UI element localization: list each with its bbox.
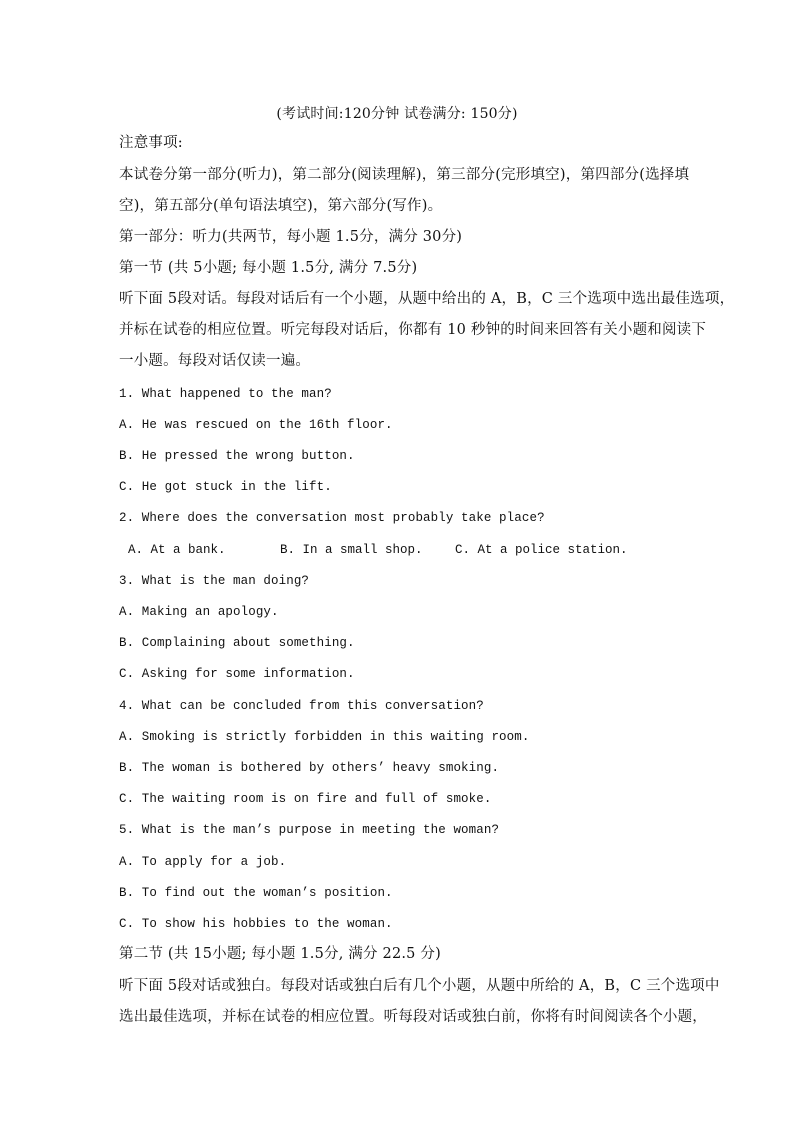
q5-option-c: C. To show his hobbies to the woman. <box>119 917 393 931</box>
q2-option-a: A. At a bank. <box>128 543 226 557</box>
q5-stem: 5. What is the man’s purpose in meeting the woman? <box>119 823 500 837</box>
q3-option-c: C. Asking for some information. <box>119 667 355 681</box>
q2-option-b: B. In a small shop. <box>280 543 423 557</box>
q4-option-b: B. The woman is bothered by others’ heavy smoking. <box>119 761 500 775</box>
section2-title: 第二节 (共 15小题; 每小题 1.5分, 满分 22.5 分) <box>119 946 441 962</box>
q4-option-a: A. Smoking is strictly forbidden in this waiting room. <box>119 730 530 744</box>
q1-option-b: B. He pressed the wrong button. <box>119 449 355 463</box>
section1-instruction-2: 并标在试卷的相应位置。听完每段对话后，你都有 10 秒钟的时间来回答有关小题和阅读下 <box>119 322 707 338</box>
intro-line-2: 空)，第五部分(单句语法填空)，第六部分(写作)。 <box>119 198 443 214</box>
section2-instruction-1: 听下面 5段对话或独白。每段对话或独白后有几个小题，从题中所给的 A，B，C 三个选项中 <box>119 978 720 994</box>
q2-options <box>128 541 688 559</box>
q5-option-a: A. To apply for a job. <box>119 855 287 869</box>
q2-stem: 2. Where does the conversation most probably take place? <box>119 511 545 525</box>
section1-instruction-1: 听下面 5段对话。每段对话后有一个小题，从题中给出的 A，B，C 三个选项中选出最佳选项， <box>119 291 735 307</box>
q3-option-b: B. Complaining about something. <box>119 636 355 650</box>
q2-option-c: C. At a police station. <box>455 543 628 557</box>
q3-option-a: A. Making an apology. <box>119 605 279 619</box>
section2-instruction-2: 选出最佳选项，并标在试卷的相应位置。听每段对话或独白前，你将有时间阅读各个小题， <box>119 1009 707 1025</box>
intro-line-1: 本试卷分第一部分(听力)，第二部分(阅读理解)，第三部分(完形填空)，第四部分(选择填 <box>119 167 690 183</box>
q4-option-c: C. The waiting room is on fire and full of smoke. <box>119 792 492 806</box>
q4-stem: 4. What can be concluded from this conversation? <box>119 699 484 713</box>
exam-header: (考试时间:120分钟 试卷满分: 150分) <box>276 106 518 122</box>
q1-option-c: C. He got stuck in the lift. <box>119 480 332 494</box>
part1-title: 第一部分：听力(共两节，每小题 1.5分，满分 30分) <box>119 229 463 245</box>
q5-option-b: B. To find out the woman’s position. <box>119 886 393 900</box>
q1-option-a: A. He was rescued on the 16th floor. <box>119 418 393 432</box>
q1-stem: 1. What happened to the man? <box>119 387 332 401</box>
section1-title: 第一节 (共 5小题; 每小题 1.5分, 满分 7.5分) <box>119 260 418 276</box>
section1-instruction-3: 一小题。每段对话仅读一遍。 <box>119 353 311 369</box>
q3-stem: 3. What is the man doing? <box>119 574 310 588</box>
notice-title: 注意事项: <box>119 135 183 151</box>
